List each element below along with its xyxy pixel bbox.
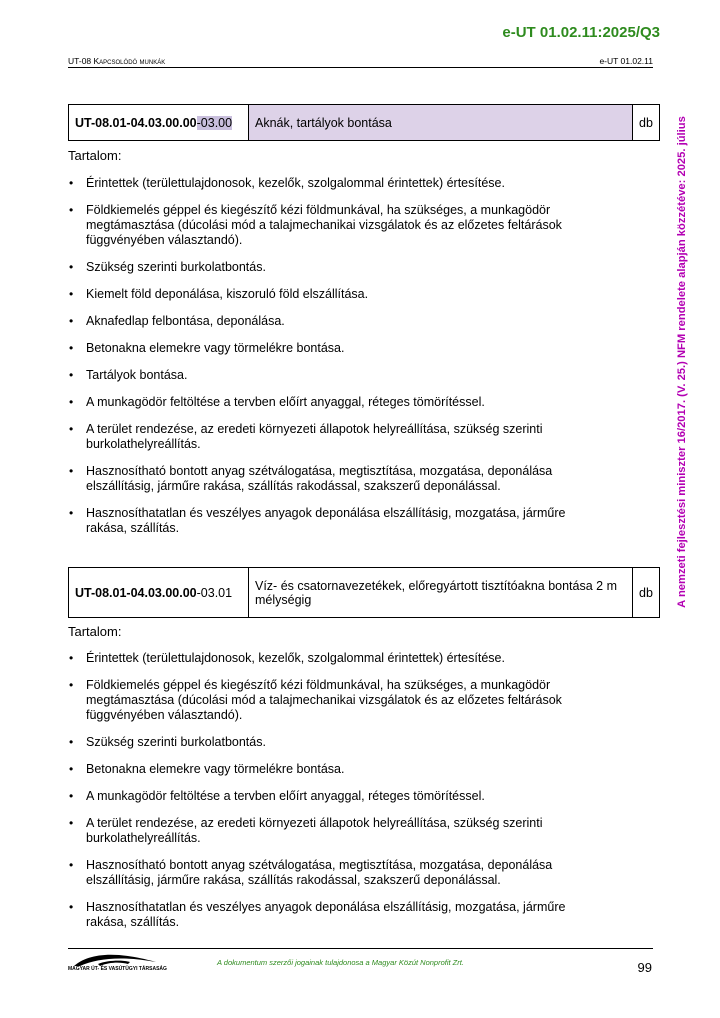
list-item: • A terület rendezése, az eredeti környezeti állapotok helyreállítása, szükség szerinti burkolathelyreállítás. [69, 422, 543, 451]
list-item: • Érintettek (területtulajdonosok, kezelők, szolgalommal érintettek) értesítése. [69, 176, 505, 190]
list-item: • Aknafedlap felbontása, deponálása. [69, 314, 285, 328]
header-chapter: UT-08 Kapcsolódó munkák [68, 56, 166, 66]
item-code-cell [69, 105, 249, 141]
list-item: • Érintettek (területtulajdonosok, kezelők, szolgalommal érintettek) értesítése. [69, 651, 505, 665]
list-item: • Hasznosítható bontott anyag szétválogatása, megtisztítása, mozgatása, deponálása elszállításig, járműre rakása, szállítás rakodással, szakszerű deponálással. [69, 464, 553, 493]
list-item: • Betonakna elemekre vagy törmelékre bontása. [69, 762, 345, 776]
item-unit: db [633, 105, 660, 141]
side-note-text: A nemzeti fejlesztési miniszter 16/2017. (V. 25.) NFM rendelete alapján közzétéve: 2025. július [676, 116, 688, 608]
header-doc-ref: e-UT 01.02.11 [599, 56, 653, 66]
bullet-list-1 [68, 176, 608, 548]
item-code-suffix: -03.00 [196, 115, 233, 130]
list-item: • Kiemelt föld deponálása, kiszoruló föld elszállítása. [69, 287, 369, 301]
item-code: UT-08.01-04.03.00.00 [75, 585, 197, 600]
list-item: • Szükség szerinti burkolatbontás. [69, 735, 266, 749]
document-code: e-UT 01.02.11:2025/Q3 [502, 24, 660, 41]
item-unit: db [633, 568, 660, 618]
item-title: Víz- és csatornavezetékek, előregyártott tisztítóakna bontása 2 m mélységig [249, 568, 633, 618]
footer-rule [68, 948, 653, 949]
list-item: • Földkiemelés géppel és kiegészítő kézi földmunkával, ha szükséges, a munkagödör megtámasztása (dúcolási mód a talajmechanikai vizsgálatok és az előzetes feltárások függvényében választandó). [69, 678, 562, 722]
item-code-cell [69, 568, 249, 618]
list-item: • Tartályok bontása. [69, 368, 188, 382]
company-logo-icon [68, 952, 160, 978]
list-item: • Szükség szerinti burkolatbontás. [69, 260, 266, 274]
page-number: 99 [637, 960, 652, 975]
item-header-table-2 [68, 567, 660, 618]
item-code: UT-08.01-04.03.00.00 [75, 115, 197, 130]
list-item: • A terület rendezése, az eredeti környezeti állapotok helyreállítása, szükség szerinti burkolathelyreállítás. [69, 816, 543, 845]
list-item: • A munkagödör feltöltése a tervben előírt anyaggal, réteges tömörítéssel. [69, 395, 485, 409]
item-title: Aknák, tartályok bontása [249, 105, 633, 141]
logo-text: MAGYAR ÚT- ÉS VASÚTÜGYI TÁRSASÁG [68, 966, 167, 972]
list-item: • Hasznosíthatatlan és veszélyes anyagok deponálása elszállításig, mozgatása, járműre rakása, szállítás. [69, 506, 566, 535]
list-item: • Betonakna elemekre vagy törmelékre bontása. [69, 341, 345, 355]
list-item: • Földkiemelés géppel és kiegészítő kézi földmunkával, ha szükséges, a munkagödör megtámasztása (dúcolási mód a talajmechanikai vizsgálatok és az előzetes feltárások függvényében választandó). [69, 203, 562, 247]
list-item: • Hasznosítható bontott anyag szétválogatása, megtisztítása, mozgatása, deponálása elszállításig, járműre rakása, szállítás rakodással, szakszerű deponálással. [69, 858, 553, 887]
running-header [68, 56, 653, 68]
copyright-notice: A dokumentum szerzői jogainak tulajdonosa a Magyar Közút Nonprofit Zrt. [217, 958, 464, 967]
bullet-list-2 [68, 651, 608, 942]
content-label: Tartalom: [68, 624, 122, 639]
item-header-table-1 [68, 104, 660, 141]
list-item: • Hasznosíthatatlan és veszélyes anyagok deponálása elszállításig, mozgatása, járműre rakása, szállítás. [69, 900, 566, 929]
list-item: • A munkagödör feltöltése a tervben előírt anyaggal, réteges tömörítéssel. [69, 789, 485, 803]
item-code-suffix: -03.01 [196, 585, 233, 600]
content-label: Tartalom: [68, 148, 122, 163]
